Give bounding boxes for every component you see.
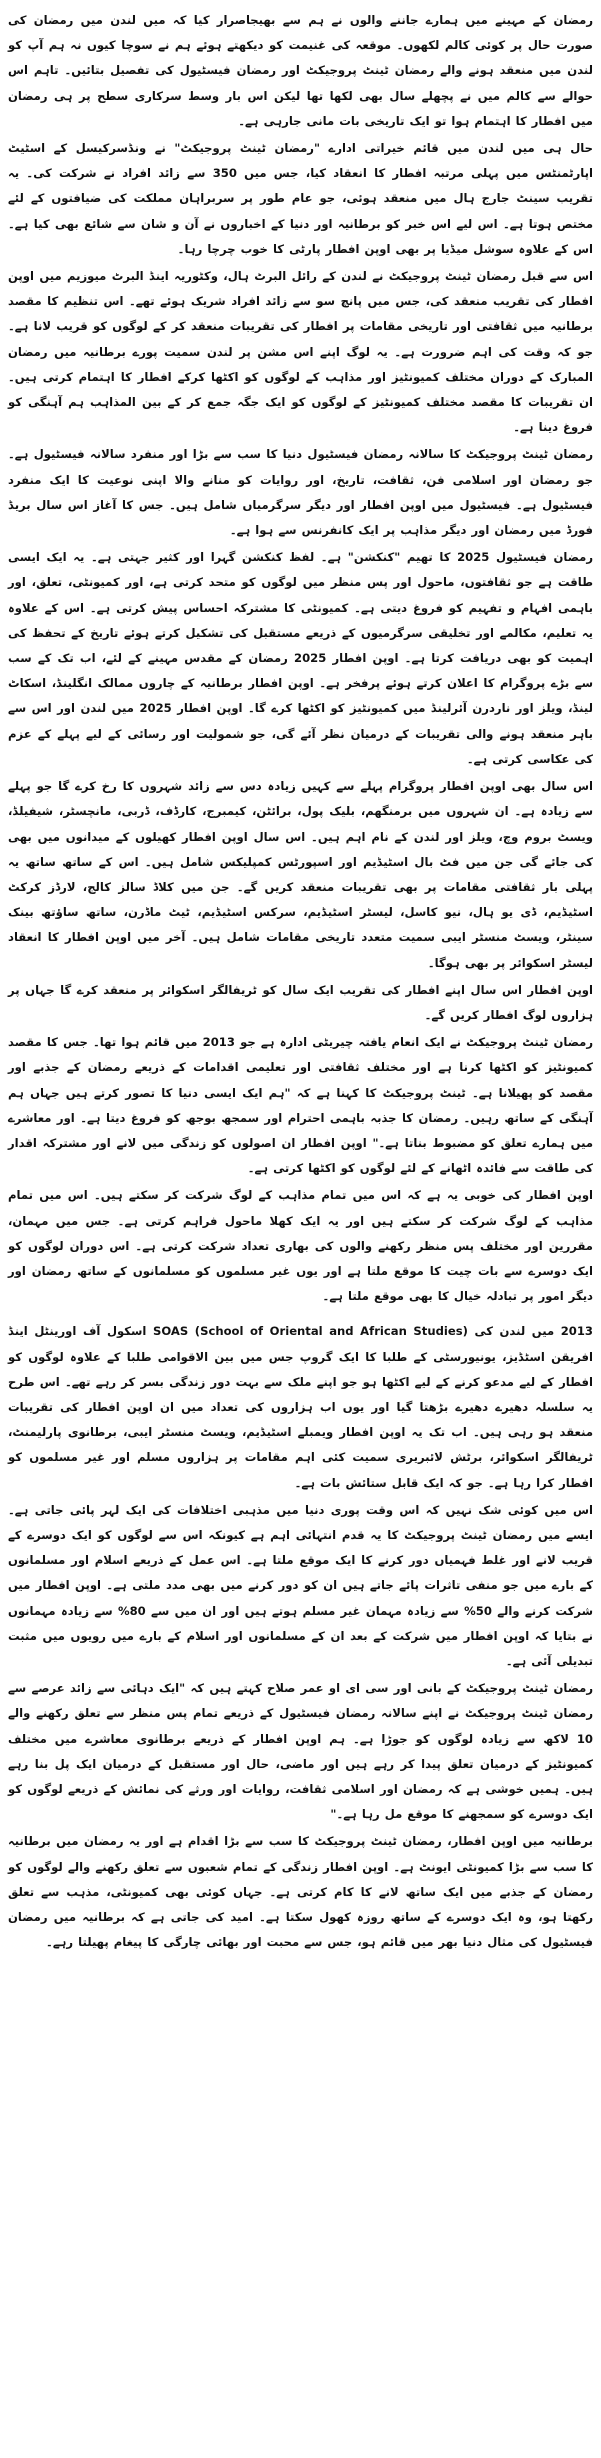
article-paragraph-1: رمضان کے مہینے میں ہمارے جاننے والوں نے ہم سے بھیجاصرار کیا کہ میں لندن میں رمضان کی صورت حال پر کوئی کالم لکھوں۔ موقعہ کی غنیمت کو دیکھتے ہوئے ہم نے سوچا کیوں نہ ہم آپ کو لندن میں منعقد ہونے والے رمضان ٹینٹ پروجیکٹ اور رمضان فیسٹیول کی تفصیل بتائیں۔ تاہم اس حوالے سے کالم میں نے پچھلے سال بھی لکھا تھا لیکن اس بار وسط سرکاری سطح پر ہی رمضان میں افطار کا اہتمام ہوا تو ایک تاریخی بات مانی جارہی ہے۔ — [8, 13, 593, 128]
article-paragraph-4: رمضان ٹینٹ پروجیکٹ کا سالانہ رمضان فیسٹیول دنیا کا سب سے بڑا اور منفرد سالانہ فیسٹیول ہے۔ جو رمضان اور اسلامی فن، ثقافت، تاریخ، اور روایات کو منانے والا اپنی نوعیت کا ایک منفرد فیسٹیول ہے۔ فیسٹیول میں اوپن افطار اور دیگر سرگرمیاں شامل ہیں۔ جس کا آغاز اس سال بریڈ فورڈ میں رمضان اور دیگر مذاہب پر ایک کانفرنس سے ہوا ہے۔ — [8, 447, 593, 538]
article-paragraph-10: 2013 میں لندن کی SOAS (School of Oriental and African Studies) اسکول آف اورینٹل اینڈ افریقن اسٹڈیز، یونیورسٹی کے طلبا کا ایک گروپ جس میں بین الاقوامی طلبا کے علاوہ لوگوں کو افطار کے لیے مدعو کرنے کے لیے اکٹھا ہو جو اپنے ملک سے بہت دور زندگی بسر کر رہے تھے۔ اس طرح یہ سلسلہ دھیرے دھیرے بڑھتا گیا اور یوں اب ہزاروں کی تعداد میں ان اوپن افطار کی تقریبات منعقد ہو رہی ہیں۔ اب تک یہ اوپن افطار ویمبلے اسٹیڈیم، ویسٹ منسٹر ایبی، برطانوی پارلیمنٹ، ٹریفالگر اسکوائر، برٹش لائبریری سمیت کئی اہم مقامات پر ہزاروں مسلم اور غیر مسلموں کو افطار کرا رہا ہے۔ جو کہ ایک قابل ستائش بات ہے۔ — [8, 1324, 594, 1490]
article-paragraph-2: حال ہی میں لندن میں قائم خیراتی ادارے "رمضان ٹینٹ پروجیکٹ" نے ونڈسرکیسل کے اسٹیٹ اپارٹمنٹس میں پہلی مرتبہ افطار کا انعقاد کیا، جس میں 350 سے زائد افراد نے شرکت کی۔ یہ تقریب سینٹ جارج ہال میں منعقد ہوئی، جو عام طور پر سربراہان مملکت کی ضیافتوں کے لئے مختص ہوتا ہے۔ اس لیے اس خبر کو برطانیہ اور دنیا کے اخباروں نے آن و شان سے شائع بھی کیا ہے۔ اس کے علاوہ سوشل میڈیا پر بھی اوپن افطار پارٹی کا خوب چرچا رہا۔ — [8, 141, 593, 256]
article-paragraph-11: اس میں کوئی شک نہیں کہ اس وقت پوری دنیا میں مذہبی اختلافات کی ایک لہر پائی جاتی ہے۔ ایسے میں رمضان ٹینٹ پروجیکٹ کا یہ قدم انتہائی اہم ہے کیونکہ اس سے لوگوں کو ایک دوسرے کے قریب لانے اور غلط فہمیاں دور کرنے کا ایک موقع ملتا ہے۔ اس عمل کے ذریعے اسلام اور مسلمانوں کے بارے میں جو منفی تاثرات پائے جاتے ہیں ان کو دور کرنے میں بھی مدد ملتی ہے۔ اوپن افطار میں شرکت کرنے والے 50% سے زیادہ مہمان غیر مسلم ہوتے ہیں اور ان میں سے 80% سے زیادہ مہمانوں نے بتایا کہ اوپن افطار میں شرکت کے بعد ان کے مسلمانوں اور اسلام کے بارے میں رویوں میں مثبت تبدیلی آئی ہے۔ — [8, 1502, 593, 1668]
article-paragraph-6: اس سال بھی اوپن افطار پروگرام پہلے سے کہیں زیادہ دس سے زائد شہروں کا رخ کرے گا جو پہلے سے زیادہ ہے۔ ان شہروں میں برمنگھم، بلیک پول، برائٹن، کیمبرج، کارڈف، ڈربی، مانچسٹر، شیفیلڈ، ویسٹ بروم وچ، ویلز اور لندن کے نام اہم ہیں۔ اس سال اوپن افطار کھیلوں کے میدانوں میں بھی کی جائے گی جن میں فٹ بال اسٹیڈیم اور اسپورٹس کمپلیکس شامل ہیں۔ اس کے ساتھ ساتھ یہ پہلی بار ثقافتی مقامات پر بھی تقریبات منعقد کریں گے۔ جن میں کلاڈ سالز کالج، لارڈز کرکٹ اسٹیڈیم، ڈی یو ہال، نیو کاسل، لیسٹر اسٹیڈیم، سرکس اسٹیڈیم، ٹیٹ ماڈرن، ساتھ ساؤتھ بینک سینٹر، ویسٹ منسٹر ایبی سمیت متعدد تاریخی مقامات شامل ہیں۔ آخر میں اوپن افطار کا انعقاد لیسٹر اسکوائر پر بھی ہوگا۔ — [8, 779, 593, 970]
article-paragraph-9: اوپن افطار کی خوبی یہ ہے کہ اس میں تمام مذاہب کے لوگ شرکت کر سکتے ہیں۔ اس میں تمام مذاہب کے لوگ شرکت کر سکتے ہیں اور یہ ایک کھلا ماحول فراہم کرتی ہے۔ جس میں مہمان، مقررین اور مختلف پس منظر رکھنے والوں کی بھاری تعداد شرکت کرتی ہے۔ اس دوران لوگوں کو ایک دوسرے سے بات چیت کا موقع ملتا ہے اور یوں غیر مسلموں کو مسلمانوں کے ساتھ رمضان اور دیگر امور پر تبادلہ خیال کا بھی موقع ملتا ہے۔ — [8, 1188, 593, 1304]
article-paragraph-3: اس سے قبل رمضان ٹینٹ پروجیکٹ نے لندن کے رائل البرٹ ہال، وکٹوریہ اینڈ البرٹ میوزیم میں اوپن افطار کی تقریب منعقد کی، جس میں پانچ سو سے زائد افراد شریک ہوئے تھے۔ اس تنظیم کا مقصد برطانیہ میں ثقافتی اور تاریخی مقامات پر افطار کی تقریبات منعقد کر کے لوگوں کو قریب لانا ہے۔ جو کہ وقت کی اہم ضرورت ہے۔ یہ لوگ اپنے اس مشن پر لندن سمیت پورے برطانیہ میں رمضان المبارک کے دوران مختلف کمیونٹیز اور مذاہب کے لوگوں کو اکٹھا کرکے افطار کا اہتمام کرتی ہیں۔ ان تقریبات کا مقصد مختلف کمیونٹیز کے لوگوں کو ایک جگہ جمع کر کے بین المذاہب ہم آہنگی کو فروغ دینا ہے۔ — [8, 269, 593, 435]
article-paragraph-7: اوپن افطار اس سال اپنے افطار کی تقریب ایک سال کو ٹریفالگر اسکوائر پر منعقد کرے گا جہاں پر ہزاروں لوگ افطار کریں گے۔ — [8, 982, 593, 1022]
article-paragraph-13: برطانیہ میں اوپن افطار، رمضان ٹینٹ پروجیکٹ کا سب سے بڑا اقدام ہے اور یہ رمضان میں برطانیہ کا سب سے بڑا کمیونٹی ایونٹ ہے۔ اوپن افطار زندگی کے تمام شعبوں سے تعلق رکھنے والے لوگوں کو رمضان کے جذبے میں ایک ساتھ لانے کا کام کرتی ہے۔ جہاں کوئی بھی کمیونٹی، مذہب سے تعلق رکھتا ہو، وہ ایک دوسرے کے ساتھ روزہ کھول سکتا ہے۔ امید کی جاتی ہے کہ برطانیہ میں رمضان فیسٹیول کی مثال دنیا بھر میں قائم ہو، جس سے محبت اور بھائی چارگی کا پیغام پھیلتا رہے۔ — [8, 1834, 593, 1950]
article-paragraph-8: رمضان ٹینٹ پروجیکٹ نے ایک انعام یافتہ چیریٹی ادارہ ہے جو 2013 میں قائم ہوا تھا۔ جس کا مقصد کمیونٹیز کو اکٹھا کرنا ہے اور مختلف ثقافتی اور تعلیمی اقدامات کے ذریعے رمضان کے جذبے اور مقصد کو پھیلانا ہے۔ ٹینٹ پروجیکٹ کا کہنا ہے کہ "ہم ایک ایسی دنیا کا تصور کرتے ہیں جہاں ہم آہنگی کے ساتھ رہیں۔ رمضان کا جذبہ باہمی احترام اور سمجھ بوجھ کو فروغ دیتا ہے۔ اور معاشرے میں ہمارے تعلق کو مضبوط بناتا ہے۔" اوپن افطار ان اصولوں کو زندگی میں لانے اور مشترکہ اقدار کی طاقت سے فائدہ اٹھانے کے لئے لوگوں کو اکٹھا کرتی ہے۔ — [8, 1035, 593, 1176]
article-paragraph-12: رمضان ٹینٹ پروجیکٹ کے بانی اور سی ای او عمر صلاح کہتے ہیں کہ "ایک دہائی سے زائد عرصے سے رمضان ٹینٹ پروجیکٹ نے اپنے سالانہ رمضان فیسٹیول کے ذریعے تمام پس منظر سے تعلق رکھنے والے 10 لاکھ سے زیادہ لوگوں کو جوڑا ہے۔ ہم اوپن افطار کے ذریعے برطانوی معاشرے میں مختلف کمیونٹیز کے درمیان تعلق پیدا کر رہے ہیں اور ماضی، حال اور مستقبل کے درمیان ایک پل بنا رہے ہیں۔ ہمیں خوشی ہے کہ رمضان اور اسلامی ثقافت، روایات اور ورثے کی نمائش کے ذریعے لوگوں کو ایک دوسرے کو سمجھنے کا موقع مل رہا ہے۔" — [8, 1681, 593, 1822]
article-paragraph-5: رمضان فیسٹیول 2025 کا تھیم "کنکشن" ہے۔ لفظ کنکشن گہرا اور کثیر جہتی ہے۔ یہ ایک ایسی طاقت ہے جو ثقافتوں، ماحول اور پس منظر میں لوگوں کو متحد کرتی ہے، اور کمیونٹی، تعلق، اور باہمی افہام و تفہیم کو فروغ دیتی ہے۔ کمیونٹی کا مشترکہ احساس پیش کرتی ہے۔ اس کے علاوہ یہ تعلیم، مکالمے اور تخلیقی سرگرمیوں کے ذریعے مستقبل کی تشکیل کرتے ہوئے تاریخ کے تحفظ کی اہمیت کو بھی دریافت کرتا ہے۔ اوپن افطار 2025 رمضان کے مقدس مہینے کے لئے، اب تک کے سب سے بڑے پروگرام کا اعلان کرتے ہوئے پرفخر ہے۔ اوپن افطار برطانیہ کے چاروں ممالک انگلینڈ، اسکاٹ لینڈ، ویلز اور ناردرن آئرلینڈ میں کمیونٹیز کو اکٹھا کرے گا۔ اوپن افطار 2025 میں لندن اور اس سے باہر منعقد ہونے والی تقریبات کے درمیان نظر آئے گی، جو شمولیت اور رسائی کے لیے پہلے کے عزم کی عکاسی کرتی ہے۔ — [8, 550, 593, 766]
